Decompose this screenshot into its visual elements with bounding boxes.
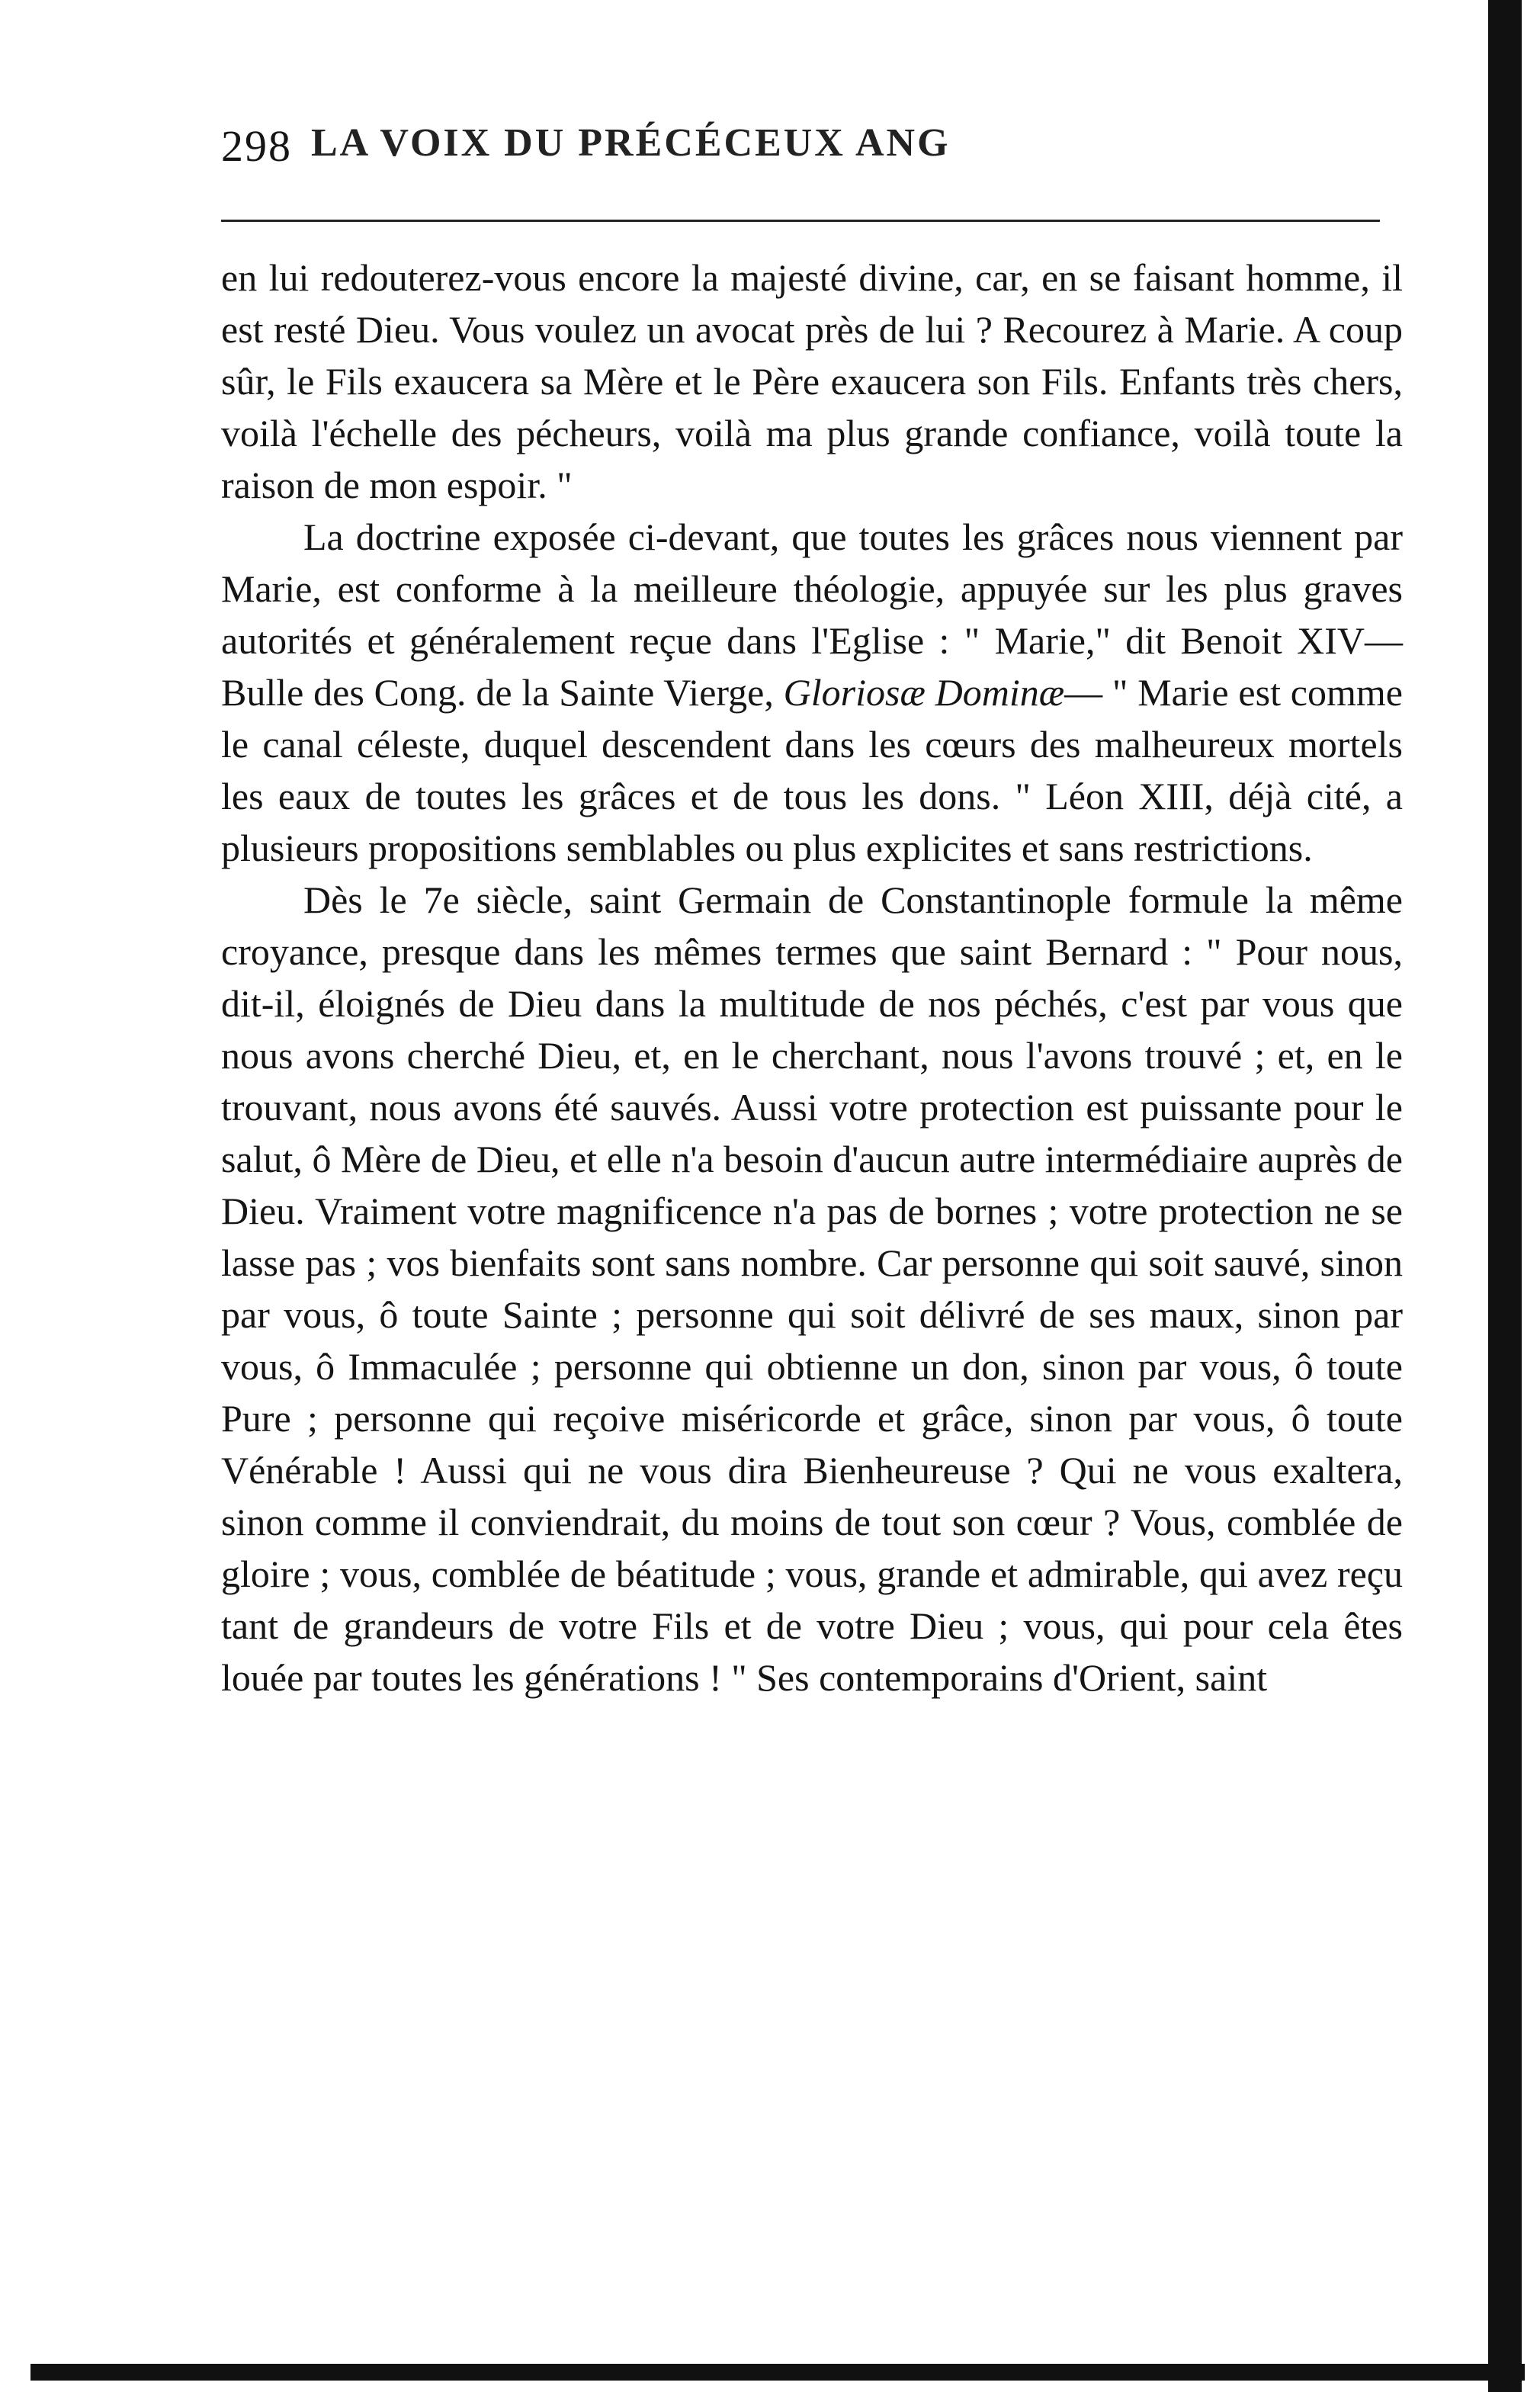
paragraph-3: Dès le 7e siècle, saint Germain de Constantinople formule la même croyance, presque dans les mêmes termes que saint Bernard : " Pour nous, dit-il, éloignés de Dieu dans la multitude de nos péchés, c'est par vous que nous avons cherché Dieu, et, en le cherchant, nous l'avons trouvé ; et, en le trouvant, nous avons été sauvés. Aussi votre protection est puissante pour le salut, ô Mère de Dieu, et elle n'a besoin d'aucun autre intermédiaire auprès de Dieu. Vraiment votre magnificence n'a pas de bornes ; votre protection ne se lasse pas ; vos bienfaits sont sans nombre. Car personne qui soit sauvé, sinon par vous, ô toute Sainte ; personne qui soit délivré de ses maux, sinon par vous, ô Immaculée ; personne qui obtienne un don, sinon par vous, ô toute Pure ; personne qui reçoive miséricorde et grâce, sinon par vous, ô toute Vénérable ! Aussi qui ne vous dira Bienheureuse ? Qui ne vous exaltera, sinon comme il conviendrait, du moins de tout son cœur ? Vous, comblée de gloire ; vous, comblée de béatitude ; vous, grande et admirable, qui avez reçu tant de grandeurs de votre Fils et de votre Dieu ; vous, qui pour cela êtes louée par toutes les générations ! " Ses contemporains d'Orient, saint: [221, 878, 1403, 1699]
running-head: LA VOIX DU PRÉCÉCEUX ANG: [311, 121, 951, 165]
paragraph-2: [221, 511, 1403, 874]
page-number: 298: [221, 121, 292, 171]
paragraph-1: en lui redouterez-vous encore la majesté divine, car, en se faisant homme, il est resté Dieu. Vous voulez un avocat près de lui ? Recourez à Marie. A coup sûr, le Fils exaucera sa Mère et le Père exaucera son Fils. Enfants très chers, voilà l'échelle des pécheurs, voilà ma plus grande confiance, voilà toute la raison de mon espoir. ": [221, 256, 1403, 506]
bull-title: Gloriosæ Dominæ: [783, 671, 1065, 714]
paragraph-2-text-start: La doctrine exposée ci-devant, que toutes les grâces nous viennent par Marie, est conforme à la meilleure théologie, appuyée sur les plus graves autorités et généralement reçue dans l'Eglise : " Marie," dit Benoit XIV—Bulle des Cong. de la Sainte Vierge,: [221, 515, 1403, 714]
paragraph-2-text-end: — " Marie est comme le canal céleste, duquel descendent dans les cœurs des malheureux mortels les eaux de toutes les grâces et de tous les dons. " Léon XIII, déjà cité, a plusieurs propositions semblables ou plus explicites et sans restrictions.: [221, 671, 1403, 869]
scan-border-right: [1488, 0, 1522, 2392]
body-text: [221, 252, 1403, 1703]
scan-border-bottom: [30, 2364, 1525, 2381]
page-header: [221, 113, 1380, 197]
header-rule: [221, 220, 1380, 222]
